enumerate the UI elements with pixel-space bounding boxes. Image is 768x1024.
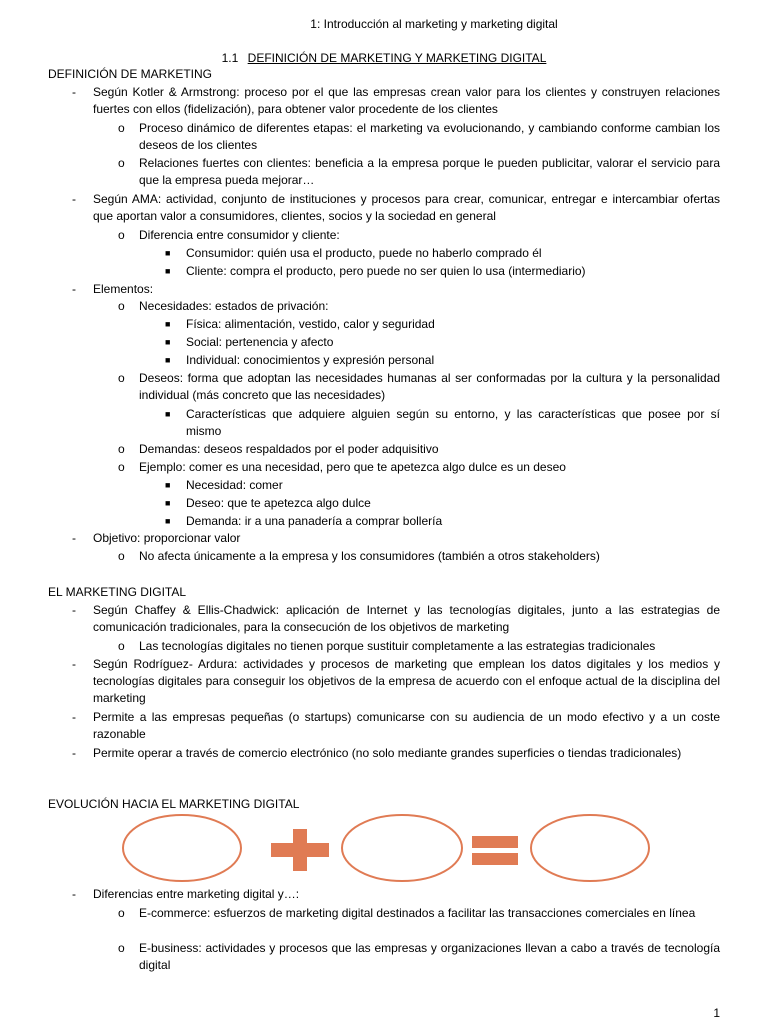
chaffey-definition: Según Chaffey & Ellis-Chadwick: aplicación de Internet y las tecnologías digitales, junto a las estrategias de comunicación tradicionales, para la consecución de los objetivos de marketing: [93, 603, 720, 634]
circle-marker: o: [118, 549, 125, 563]
objetivo-sub-item: No afecta únicamente a la empresa y los consumidores (también a otros stakeholders): [139, 549, 600, 563]
definicion-heading: DEFINICIÓN DE MARKETING: [48, 67, 213, 81]
circle-marker: o: [118, 156, 125, 170]
page-number: 1: [713, 1006, 720, 1020]
dash-marker: -: [72, 603, 76, 617]
square-marker: ■: [165, 337, 171, 347]
kotler-sub-item: Proceso dinámico de diferentes etapas: el marketing va evolucionando, y cambiando conforme cambian los deseos de los clientes: [139, 121, 720, 152]
ecommerce-item: E-commerce: esfuerzos de marketing digital destinados a facilitar las transacciones comerciales en línea: [139, 906, 696, 920]
necesidades-label: Necesidades: estados de privación:: [139, 299, 329, 313]
kotler-sub-item: Relaciones fuertes con clientes: beneficia a la empresa porque le pueden publicitar, valorar el servicio para que la empresa pueda mejorar…: [139, 156, 720, 187]
deseos-item: Características que adquiere alguien según su entorno, y las características que posee por sí mismo: [186, 407, 720, 438]
pequenas-empresas-item: Permite a las empresas pequeñas (o startups) comunicarse con su audiencia de un modo efectivo y a un coste razonable: [93, 710, 720, 741]
diagram-right-oval: [531, 815, 649, 881]
ejemplo-item: Demanda: ir a una panadería a comprar bollería: [186, 514, 443, 528]
ama-detail-item: Consumidor: quién usa el producto, puede no haberlo comprado él: [186, 246, 542, 260]
square-marker: ■: [165, 319, 171, 329]
necesidades-item: Física: alimentación, vestido, calor y seguridad: [186, 317, 435, 331]
equals-sign-bottom: [472, 853, 518, 865]
square-marker: ■: [165, 480, 171, 490]
section-heading: [0, 51, 768, 65]
necesidades-item: Individual: conocimientos y expresión personal: [186, 353, 435, 367]
dash-marker: -: [72, 531, 76, 545]
circle-marker: o: [118, 121, 125, 135]
dash-marker: -: [72, 282, 76, 296]
circle-marker: o: [118, 228, 125, 242]
dash-marker: -: [72, 746, 76, 760]
square-marker: ■: [165, 498, 171, 508]
kotler-definition: Según Kotler & Armstrong: proceso por el que las empresas crean valor para los clientes y construyen relaciones fuertes con ellos (fidelización), para obtener valor procedente de los clientes: [93, 85, 720, 116]
square-marker: ■: [165, 516, 171, 526]
evolution-diagram: [120, 808, 660, 888]
equals-sign-top: [472, 836, 518, 848]
square-marker: ■: [165, 266, 171, 276]
circle-marker: o: [118, 442, 125, 456]
digital-heading: EL MARKETING DIGITAL: [48, 585, 187, 599]
deseos-label: Deseos: forma que adoptan las necesidades humanas al ser conformadas por la cultura y la personalidad individual (más concreto que las necesidades): [139, 371, 720, 402]
dash-marker: -: [72, 85, 76, 99]
ama-definition: Según AMA: actividad, conjunto de instituciones y procesos para crear, comunicar, entregar e intercambiar ofertas que aportan valor a consumidores, clientes, socios y la sociedad en general: [93, 192, 720, 223]
circle-marker: o: [118, 639, 125, 653]
ejemplo-label: Ejemplo: comer es una necesidad, pero que te apetezca algo dulce es un deseo: [139, 460, 566, 474]
plus-sign-horizontal: [271, 843, 329, 857]
square-marker: ■: [165, 355, 171, 365]
comercio-electronico-item: Permite operar a través de comercio electrónico (no solo mediante grandes superficies o tiendas tradicionales): [93, 746, 682, 760]
diagram-left-oval: [123, 815, 241, 881]
evolucion-heading: EVOLUCIÓN HACIA EL MARKETING DIGITAL: [48, 797, 300, 811]
ebusiness-item: E-business: actividades y procesos que las empresas y organizaciones llevan a cabo a través de tecnología digital: [139, 941, 720, 972]
circle-marker: o: [118, 906, 125, 920]
square-marker: ■: [165, 409, 171, 419]
demandas-label: Demandas: deseos respaldados por el poder adquisitivo: [139, 442, 439, 456]
dash-marker: -: [72, 887, 76, 901]
necesidades-item: Social: pertenencia y afecto: [186, 335, 334, 349]
circle-marker: o: [118, 371, 125, 385]
ejemplo-item: Necesidad: comer: [186, 478, 283, 492]
ama-detail-item: Cliente: compra el producto, pero puede no ser quien lo usa (intermediario): [186, 264, 586, 278]
circle-marker: o: [118, 299, 125, 313]
objetivo-label: Objetivo: proporcionar valor: [93, 531, 241, 545]
diferencias-label: Diferencias entre marketing digital y…:: [93, 887, 300, 901]
square-marker: ■: [165, 248, 171, 258]
circle-marker: o: [118, 460, 125, 474]
dash-marker: -: [72, 657, 76, 671]
rodriguez-definition: Según Rodríguez- Ardura: actividades y procesos de marketing que emplean los datos digitales y los medios y tecnologías digitales para conseguir los objetivos de la empresa de acuerdo con el enfoque actual de la disciplina del marketing: [93, 657, 720, 705]
ama-sub-item: Diferencia entre consumidor y cliente:: [139, 228, 340, 242]
chapter-title: 1: Introducción al marketing y marketing digital: [310, 17, 558, 31]
circle-marker: o: [118, 941, 125, 955]
section-title: DEFINICIÓN DE MARKETING Y MARKETING DIGITAL: [247, 51, 547, 65]
chaffey-sub-item: Las tecnologías digitales no tienen porque sustituir completamente a las estrategias tradicionales: [139, 639, 656, 653]
dash-marker: -: [72, 710, 76, 724]
section-number: 1.1: [221, 51, 239, 65]
dash-marker: -: [72, 192, 76, 206]
ejemplo-item: Deseo: que te apetezca algo dulce: [186, 496, 371, 510]
elementos-label: Elementos:: [93, 282, 154, 296]
diagram-middle-oval: [342, 815, 462, 881]
